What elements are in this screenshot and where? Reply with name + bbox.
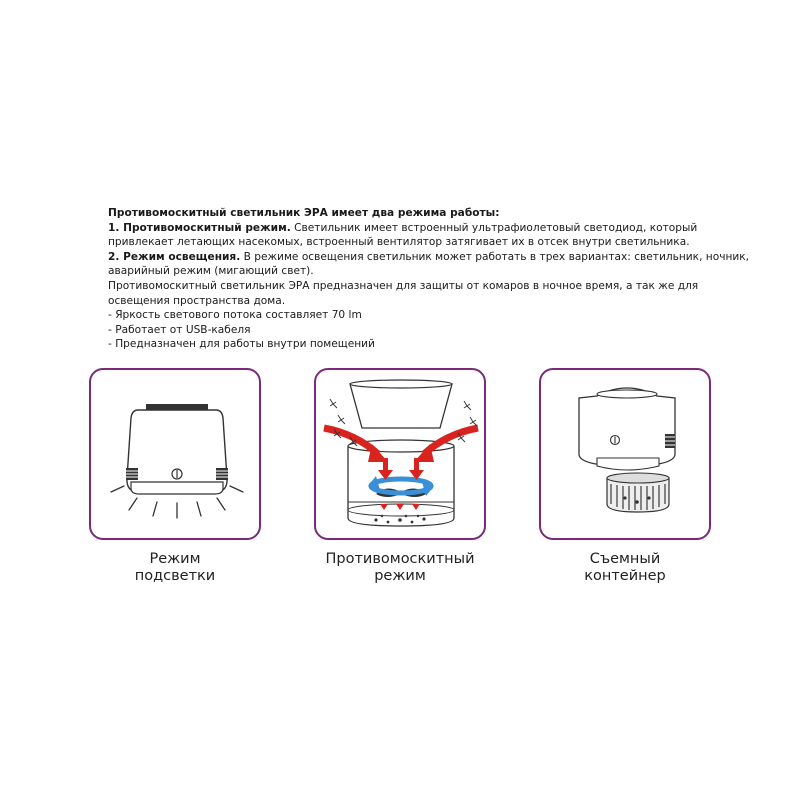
mode1-title: 1. Противомоскитный режим. — [108, 221, 291, 234]
card-removable-container — [539, 368, 711, 540]
mode2-text-b: аварийный режим (мигающий свет). — [108, 265, 314, 278]
caption-lighting-mode — [75, 551, 275, 585]
caption-line2: подсветки — [134, 568, 216, 584]
caption-removable-container — [525, 551, 725, 585]
bullet-indoor: - Предназначен для работы внутри помещений — [108, 338, 375, 351]
purpose-b: освещения пространства дома. — [108, 294, 286, 307]
card-lighting-mode — [89, 368, 261, 540]
caption-line1: Противомоскитный — [325, 551, 475, 567]
mode1-text-a: Светильник имеет встроенный ультрафиолетовый светодиод, который — [290, 221, 698, 234]
mode1-text-b: привлекает летающих насекомых, встроенный вентилятор затягивает их в отсек внутри светильника. — [108, 236, 690, 249]
mode2-text-a: В режиме освещения светильник может работать в трех вариантах: светильник, ночник, — [240, 250, 750, 263]
mosquito-trap-illustration — [316, 370, 486, 540]
caption-line1: Режим — [149, 551, 201, 567]
caption-mosquito-mode — [300, 551, 500, 585]
bullet-brightness: - Яркость светового потока составляет 70 lm — [108, 309, 362, 322]
description-text — [108, 206, 750, 352]
caption-line1: Съемный — [589, 551, 661, 567]
card-mosquito-mode — [314, 368, 486, 540]
purpose-a: Противомоскитный светильник ЭРА предназначен для защиты от комаров в ночное время, а так же для — [108, 279, 699, 292]
intro-heading: Противомоскитный светильник ЭРА имеет два режима работы: — [108, 207, 500, 219]
caption-line2: контейнер — [584, 568, 666, 584]
lamp-light-illustration — [91, 370, 261, 540]
bullet-usb: - Работает от USB-кабеля — [108, 323, 251, 336]
mode1-line — [108, 221, 708, 236]
removable-container-illustration — [541, 370, 711, 540]
mode2-title: 2. Режим освещения. — [108, 250, 241, 263]
caption-line2: режим — [374, 568, 426, 584]
mode2-line — [108, 250, 750, 265]
